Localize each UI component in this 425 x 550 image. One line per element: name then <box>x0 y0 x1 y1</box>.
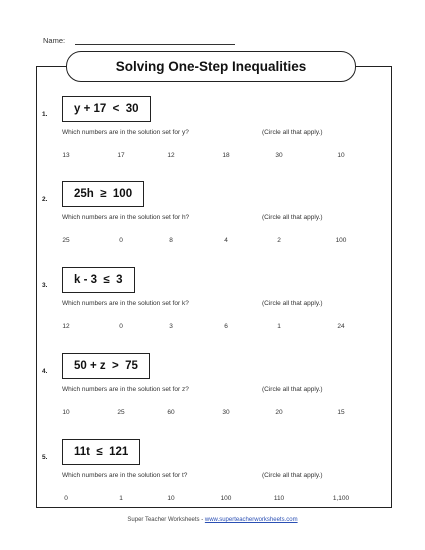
answer-choice[interactable]: 25 <box>62 237 70 244</box>
problem-number: 3. <box>42 282 48 289</box>
name-label: Name: <box>43 36 66 45</box>
answer-choice[interactable]: 1,100 <box>332 495 350 502</box>
circle-hint: (Circle all that apply.) <box>262 386 323 393</box>
answer-choice[interactable]: 60 <box>167 409 175 416</box>
inequality-box: 11t ≤ 121 <box>62 439 140 465</box>
worksheet-title: Solving One-Step Inequalities <box>66 51 356 82</box>
inequality-box: k - 3 ≤ 3 <box>62 267 135 293</box>
footer-link[interactable]: www.superteacherworksheets.com <box>204 517 298 523</box>
answer-choice[interactable]: 30 <box>275 152 283 159</box>
answer-choice[interactable]: 4 <box>224 237 228 244</box>
answer-choice[interactable]: 100 <box>220 495 232 502</box>
answer-choice[interactable]: 20 <box>275 409 283 416</box>
problem-number: 4. <box>42 368 48 375</box>
problem-4 <box>36 353 390 433</box>
answer-choice[interactable]: 0 <box>119 323 123 330</box>
answer-choice[interactable]: 12 <box>167 152 175 159</box>
answer-choice[interactable]: 1 <box>119 495 123 502</box>
answer-choice[interactable]: 1 <box>277 323 281 330</box>
answer-choice[interactable]: 15 <box>337 409 345 416</box>
circle-hint: (Circle all that apply.) <box>262 129 323 136</box>
answer-choice[interactable]: 10 <box>62 409 70 416</box>
circle-hint: (Circle all that apply.) <box>262 472 323 479</box>
footer <box>0 517 425 523</box>
answer-choice[interactable]: 24 <box>337 323 345 330</box>
problem-3 <box>36 267 390 347</box>
inequality-box: y + 17 < 30 <box>62 96 151 122</box>
question-text: Which numbers are in the solution set for t? <box>62 472 188 479</box>
answer-choice[interactable]: 30 <box>222 409 230 416</box>
answer-choice[interactable]: 110 <box>273 495 285 502</box>
answer-choice[interactable]: 0 <box>64 495 68 502</box>
answer-choice[interactable]: 3 <box>169 323 173 330</box>
answer-choice[interactable]: 25 <box>117 409 125 416</box>
answer-choice[interactable]: 18 <box>222 152 230 159</box>
answer-choice[interactable]: 8 <box>169 237 173 244</box>
problem-number: 5. <box>42 454 48 461</box>
answer-choice[interactable]: 0 <box>119 237 123 244</box>
question-text: Which numbers are in the solution set for h? <box>62 214 190 221</box>
answer-choice[interactable]: 13 <box>62 152 70 159</box>
question-text: Which numbers are in the solution set for z? <box>62 386 189 393</box>
answer-choice[interactable]: 6 <box>224 323 228 330</box>
answer-choice[interactable]: 2 <box>277 237 281 244</box>
circle-hint: (Circle all that apply.) <box>262 300 323 307</box>
inequality-box: 25h ≥ 100 <box>62 181 144 207</box>
inequality-box: 50 + z > 75 <box>62 353 150 379</box>
answer-choice[interactable]: 17 <box>117 152 125 159</box>
problem-2 <box>36 181 390 261</box>
problem-number: 1. <box>42 111 48 118</box>
question-text: Which numbers are in the solution set for y? <box>62 129 189 136</box>
answer-choice[interactable]: 10 <box>337 152 345 159</box>
circle-hint: (Circle all that apply.) <box>262 214 323 221</box>
problem-number: 2. <box>42 196 48 203</box>
name-line <box>75 44 235 45</box>
footer-text: Super Teacher Worksheets - <box>127 517 205 523</box>
problem-1 <box>36 96 390 176</box>
problem-5 <box>36 439 390 519</box>
question-text: Which numbers are in the solution set for k? <box>62 300 189 307</box>
answer-choice[interactable]: 12 <box>62 323 70 330</box>
answer-choice[interactable]: 100 <box>335 237 347 244</box>
answer-choice[interactable]: 10 <box>167 495 175 502</box>
